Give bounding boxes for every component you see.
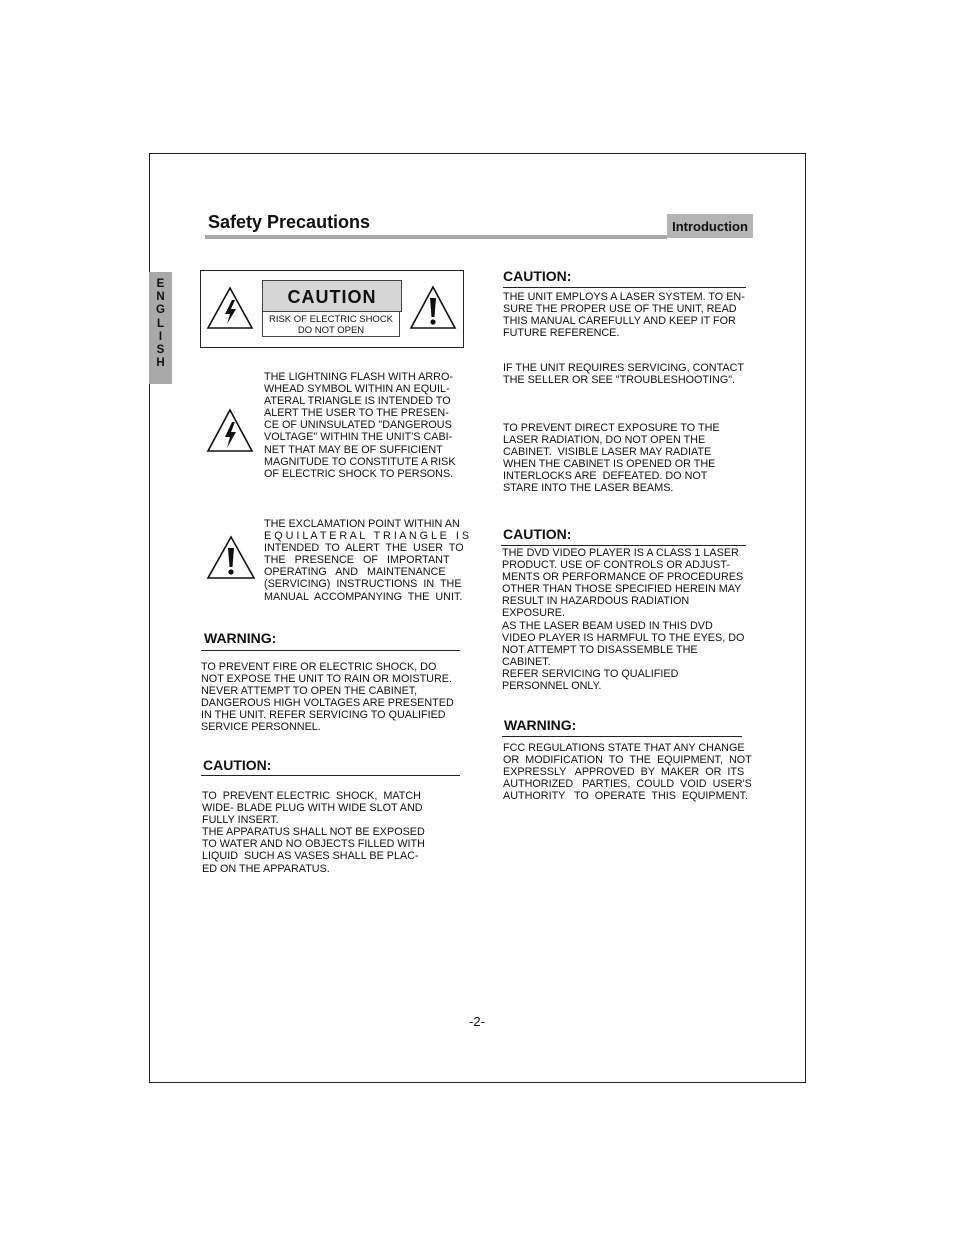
- warning-rule-right: [502, 736, 742, 737]
- caution-text-left: TO PREVENT ELECTRIC SHOCK, MATCH WIDE- BLADE PLUG WITH WIDE SLOT AND FULLY INSERT. THE APPARATUS SHALL NOT BE EXPOSED TO WATER AND NO OBJECTS FILLED WITH LIQUID SUCH AS VASES SHALL BE PLAC- ED ON THE APPARATUS.: [202, 790, 425, 875]
- caution-label-title: CAUTION: [262, 280, 402, 312]
- lightning-symbol-icon: [206, 408, 254, 454]
- servicing-text: IF THE UNIT REQUIRES SERVICING, CONTACT THE SELLER OR SEE "TROUBLESHOOTING".: [503, 362, 744, 387]
- caution-label-line2: DO NOT OPEN: [297, 325, 365, 336]
- language-letter: E: [156, 278, 165, 290]
- lightning-warning-icon: [206, 286, 254, 330]
- page-number: -2-: [469, 1014, 485, 1029]
- lightning-explanation: THE LIGHTNING FLASH WITH ARRO- WHEAD SYMBOL WITHIN AN EQUIL- ATERAL TRIANGLE IS INTENDED TO ALERT THE USER TO THE PRESEN- CE OF UNINSULATED "DANGEROUS VOLTAGE" WITHIN THE UNIT'S CABI- NET THAT MAY BE OF SUFFICIENT MAGNITUDE TO CONSTITUTE A RISK OF ELECTRIC SHOCK TO PERSONS.: [264, 371, 456, 480]
- caution-rule-right-2: [501, 545, 746, 546]
- language-letter: H: [156, 357, 165, 370]
- laser-exposure-text: TO PREVENT DIRECT EXPOSURE TO THE LASER RADIATION, DO NOT OPEN THE CABINET. VISIBLE LASER MAY RADIATE WHEN THE CABINET IS OPENED OR THE INTERLOCKS ARE DEFEATED. DO NOT STARE INTO THE LASER BEAMS.: [503, 422, 720, 495]
- caution-heading-left: CAUTION:: [203, 757, 272, 773]
- exclamation-warning-icon: [409, 285, 457, 331]
- caution-label-line1: RISK OF ELECTRIC SHOCK: [268, 314, 394, 325]
- caution-rule-right-1: [503, 287, 746, 288]
- title-underline: [205, 235, 667, 239]
- caution-label-subtitle: [262, 311, 400, 337]
- caution-rule-left: [201, 775, 460, 776]
- page-title: Safety Precautions: [208, 212, 371, 232]
- warning-heading-left: WARNING:: [204, 630, 277, 646]
- caution-heading-right-1: CAUTION:: [503, 268, 572, 284]
- language-letter: S: [156, 344, 165, 357]
- language-letter: G: [156, 304, 165, 317]
- exclamation-explanation: THE EXCLAMATION POINT WITHIN AN E Q U I L A T E R A L T R I A N G L E I S INTENDED TO ALERT THE USER TO THE PRESENCE OF IMPORTANT OPERATING AND MAINTENANCE (SERVICING) INSTRUCTIONS IN THE MANUAL ACCOMPANYING THE UNIT.: [264, 518, 470, 603]
- caution-heading-right-2: CAUTION:: [503, 526, 572, 542]
- language-letter: N: [156, 291, 165, 304]
- warning-text-left: TO PREVENT FIRE OR ELECTRIC SHOCK, DO NOT EXPOSE THE UNIT TO RAIN OR MOISTURE. NEVER ATTEMPT TO OPEN THE CABINET, DANGEROUS HIGH VOLTAGES ARE PRESENTED IN THE UNIT. REFER SERVICING TO QUALIFIED SERVICE PERSONNEL.: [201, 661, 454, 734]
- page-frame-right-edge: [805, 153, 806, 1082]
- warning-rule-left: [201, 650, 460, 651]
- warning-heading-right: WARNING:: [504, 717, 577, 733]
- caution-text-right-1: THE UNIT EMPLOYS A LASER SYSTEM. TO EN- SURE THE PROPER USE OF THE UNIT, READ THIS MANUAL CAREFULLY AND KEEP IT FOR FUTURE REFERENCE.: [503, 291, 745, 340]
- caution-text-right-2: THE DVD VIDEO PLAYER IS A CLASS 1 LASER PRODUCT. USE OF CONTROLS OR ADJUST- MENTS OR PERFORMANCE OF PROCEDURES OTHER THAN THOSE SPECIFIED HEREIN MAY RESULT IN HAZARDOUS RADIATION EXPOSURE. AS THE LASER BEAM USED IN THIS DVD VIDEO PLAYER IS HARMFUL TO THE EYES, DO NOT ATTEMPT TO DISASSEMBLE THE CABINET. REFER SERVICING TO QUALIFIED PERSONNEL ONLY.: [502, 547, 745, 693]
- language-letter: L: [156, 317, 165, 330]
- exclamation-symbol-icon: [206, 535, 256, 581]
- language-letter: I: [158, 330, 163, 343]
- warning-text-right: FCC REGULATIONS STATE THAT ANY CHANGE OR MODIFICATION TO THE EQUIPMENT, NOT EXPRESSLY APPROVED BY MAKER OR ITS AUTHORIZED PARTIES, COULD VOID USER'S AUTHORITY TO OPERATE THIS EQUIPMENT.: [503, 742, 752, 803]
- section-tab: Introduction: [667, 214, 753, 238]
- language-tab: [149, 272, 172, 384]
